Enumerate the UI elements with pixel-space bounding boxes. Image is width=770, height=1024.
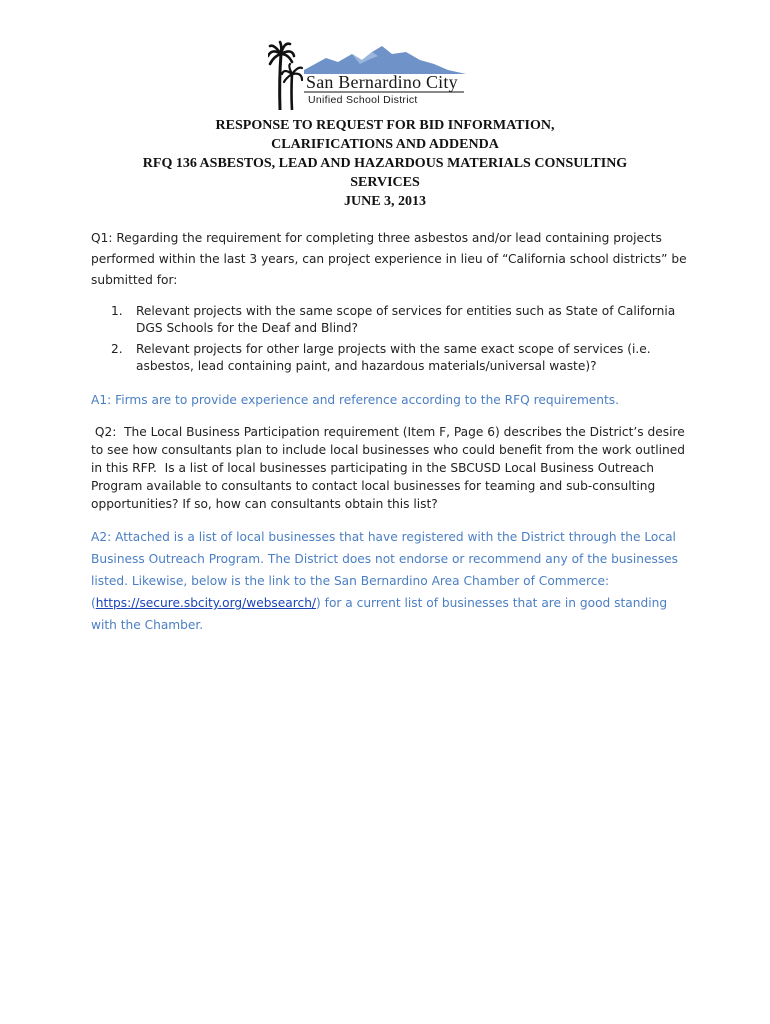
question-1-list xyxy=(91,303,691,375)
chamber-websearch-link[interactable]: https://secure.sbcity.org/websearch/ xyxy=(95,596,317,610)
document-title xyxy=(0,116,770,211)
list-item-number: 2. xyxy=(111,342,123,356)
title-date: JUNE 3, 2013 xyxy=(343,194,427,209)
answer-2-text-before: A2: Attached is a list of local businesses that have registered with the District through the Local Business Outreach Program. The District does not endorse or recommend any of the businesses listed. Likewise, below is the link to the San Bernardino Area Chamber of Commerce: ( xyxy=(91,530,679,610)
list-item-text: Relevant projects for other large projects with the same exact scope of services (i.e. asbestos, lead containing paint, and hazardous materials/universal waste)? xyxy=(136,342,651,373)
question-2: Q2: The Local Business Participation requirement (Item F, Page 6) describes the District’s desire to see how consultants plan to include local businesses who could benefit from the work outlined in this RFP. Is a list of local businesses participating in the SBCUSD Local Business Outreach Program available to consultants to contact local businesses for teaming and sub-consulting opportunities? If so, how can consultants obtain this list? xyxy=(91,425,689,511)
question-1: Q1: Regarding the requirement for completing three asbestos and/or lead containing projects performed within the last 3 years, can project experience in lieu of “California school districts” be submitted for: xyxy=(91,231,687,287)
title-line-4: SERVICES xyxy=(350,175,420,190)
logo-subtitle: Unified School District xyxy=(308,94,418,106)
title-line-3: RFQ 136 ASBESTOS, LEAD AND HAZARDOUS MATERIALS CONSULTING xyxy=(142,156,628,171)
list-item xyxy=(91,341,691,375)
title-line-2: CLARIFICATIONS AND ADDENDA xyxy=(271,137,499,152)
logo-name: San Bernardino City xyxy=(306,72,458,92)
answer-2-text-after: ) for a current list of businesses that are in good standing with the Chamber. xyxy=(91,596,668,632)
list-item xyxy=(91,303,691,337)
title-line-1: RESPONSE TO REQUEST FOR BID INFORMATION, xyxy=(215,118,555,133)
answer-1: A1: Firms are to provide experience and reference according to the RFQ requirements. xyxy=(91,393,620,407)
list-item-text: Relevant projects with the same scope of services for entities such as State of California DGS Schools for the Deaf and Blind? xyxy=(136,304,676,335)
document-body xyxy=(91,228,691,636)
district-logo xyxy=(268,40,488,112)
answer-2 xyxy=(91,526,691,636)
list-item-number: 1. xyxy=(111,304,123,318)
